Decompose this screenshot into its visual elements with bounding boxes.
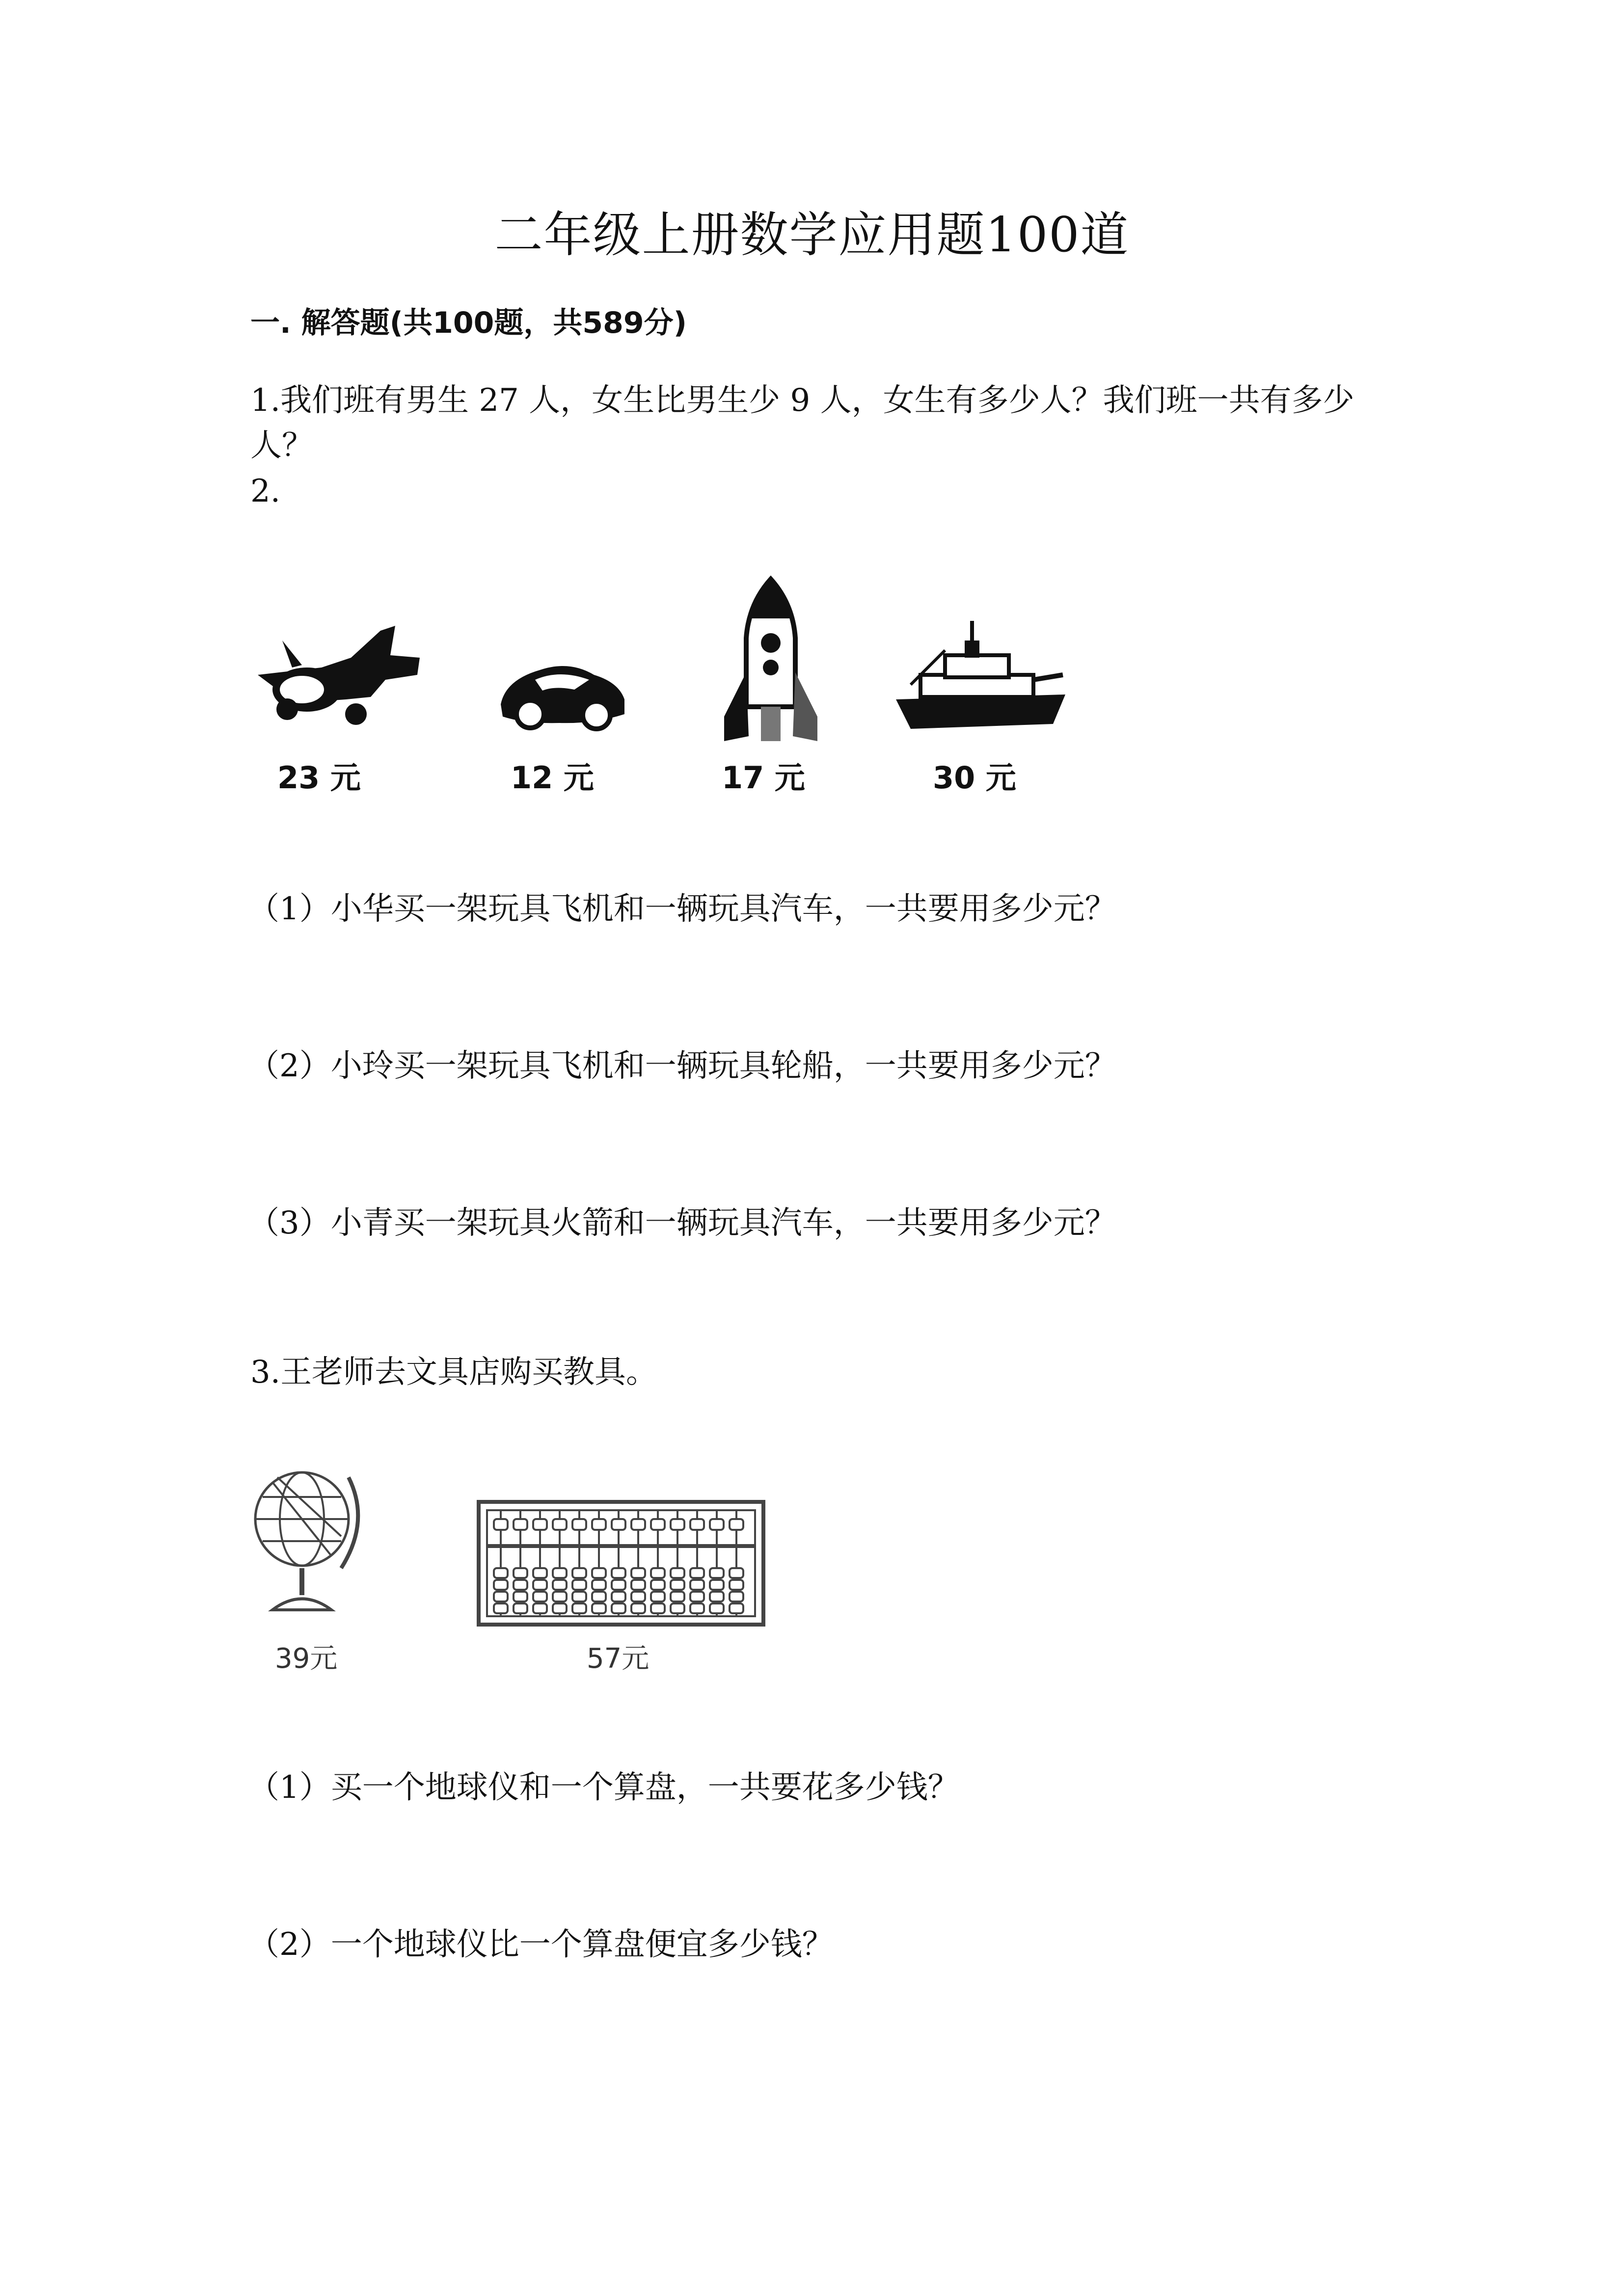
question-2-sub-2: （2）小玲买一架玩具飞机和一辆玩具轮船，一共要用多少元？: [248, 1048, 1116, 1084]
toy-price-rocket: 17 元: [722, 760, 805, 796]
toy-price-ship: 30 元: [933, 760, 1016, 796]
item-price-abacus: 57元: [587, 1643, 650, 1675]
toy-price-car: 12 元: [511, 760, 594, 796]
globe-icon: [248, 1463, 368, 1620]
page-title: 二年级上册数学应用题100道: [494, 207, 1130, 263]
toy-price-airplane: 23 元: [277, 760, 361, 796]
question-2-number: 2.: [250, 473, 281, 509]
question-1: 1.我们班有男生 27 人，女生比男生少 9 人，女生有多少人？我们班一共有多少人？: [250, 382, 1354, 464]
question-2-sub-1: （1）小华买一架玩具飞机和一辆玩具汽车，一共要用多少元？: [248, 891, 1116, 927]
question-2-sub-3: （3）小青买一架玩具火箭和一辆玩具汽车，一共要用多少元？: [248, 1205, 1116, 1241]
airplane-icon: [248, 611, 425, 734]
ship-icon: [891, 621, 1070, 734]
abacus-icon: [476, 1499, 766, 1627]
question-3-sub-2: （2）一个地球仪比一个算盘便宜多少钱？: [248, 1926, 834, 1963]
question-3-sub-1: （1）买一个地球仪和一个算盘，一共要花多少钱？: [248, 1769, 959, 1806]
question-3: 3.王老师去文具店购买教具。: [250, 1354, 658, 1390]
rocket-icon: [714, 574, 827, 744]
section-heading: 一. 解答题(共100题，共589分): [250, 306, 687, 340]
item-price-globe: 39元: [275, 1643, 338, 1675]
car-icon: [496, 650, 628, 734]
